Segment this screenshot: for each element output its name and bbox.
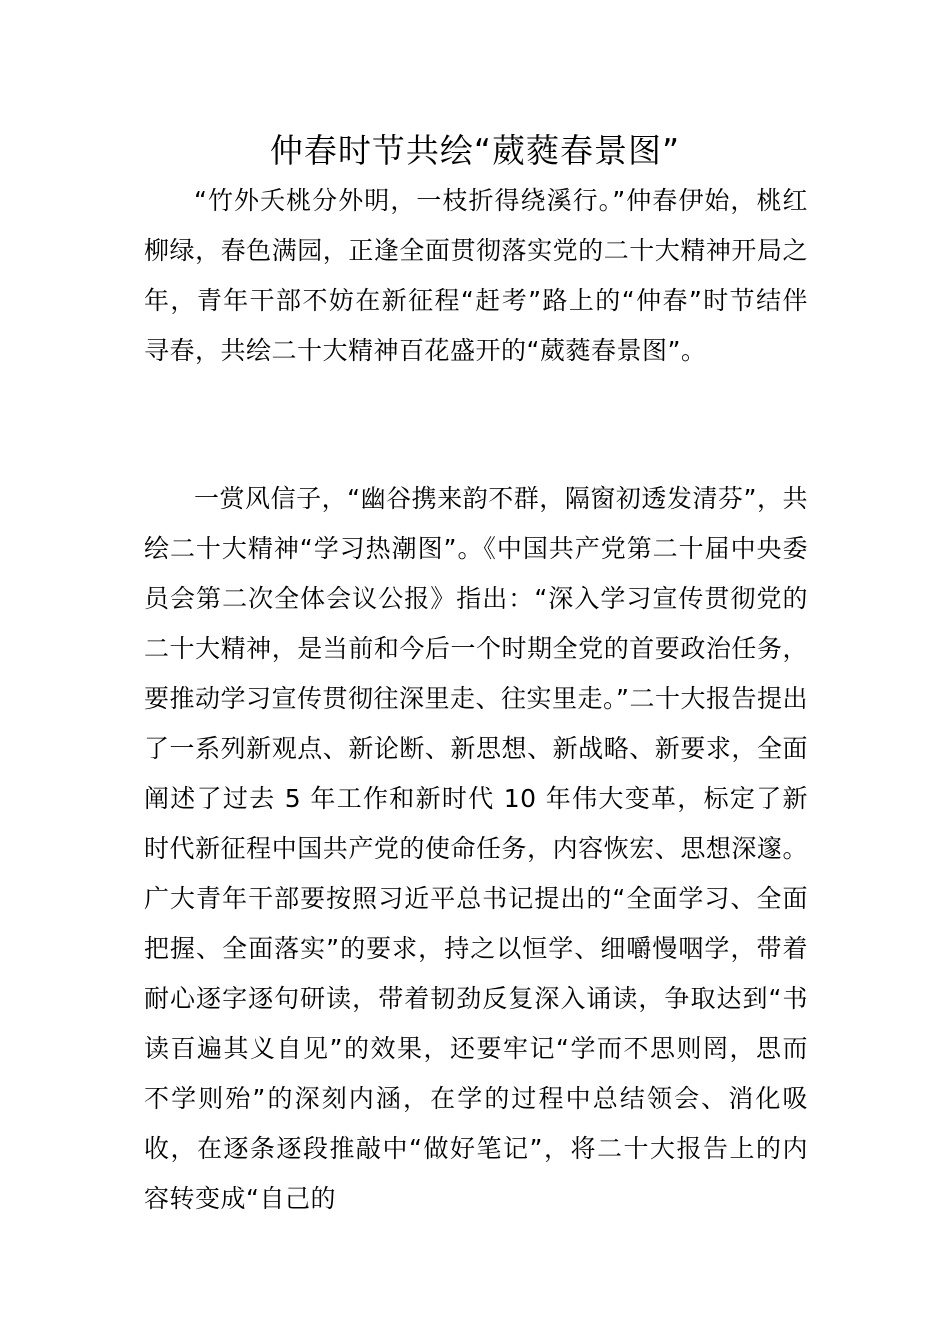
paragraph-hyacinth: 一赏风信子，“幽谷携来韵不群，隔窗初透发清芬”，共绘二十大精神“学习热潮图”。《中国共产党第二十届中央委员会第二次全体会议公报》指出：“深入学习宣传贯彻党的二十大精神，是当前和今后一个时期全党的首要政治任务，要推动学习宣传贯彻往深里走、往实里走。”二十大报告提出了一系列新观点、新论断、新思想、新战略、新要求，全面阐述了过去 5 年工作和新时代 10 年伟大变革，标定了新时代新征程中国共产党的使命任务，内容恢宏、思想深邃。广大青年干部要按照习近平总书记提出的“全面学习、全面把握、全面落实”的要求，持之以恒学、细嚼慢咽学，带着耐心逐字逐句研读，带着韧劲反复深入诵读，争取达到“书读百遍其义自见”的效果，还要牢记“学而不思则罔，思而不学则殆”的深刻内涵，在学的过程中总结领会、消化吸收，在逐条逐段推敲中“做好笔记”，将二十大报告上的内容转变成“自己的 <box>144 484 808 1213</box>
document-title: 仲春时节共绘“葳蕤春景图” <box>269 131 681 170</box>
paragraph-intro: “竹外夭桃分外明，一枝折得绕溪行。”仲春伊始，桃红柳绿，春色满园，正逢全面贯彻落实党的二十大精神开局之年，青年干部不妨在新征程“赶考”路上的“仲春”时节结伴寻春，共绘二十大精神百花盛开的“葳蕤春景图”。 <box>144 186 808 365</box>
